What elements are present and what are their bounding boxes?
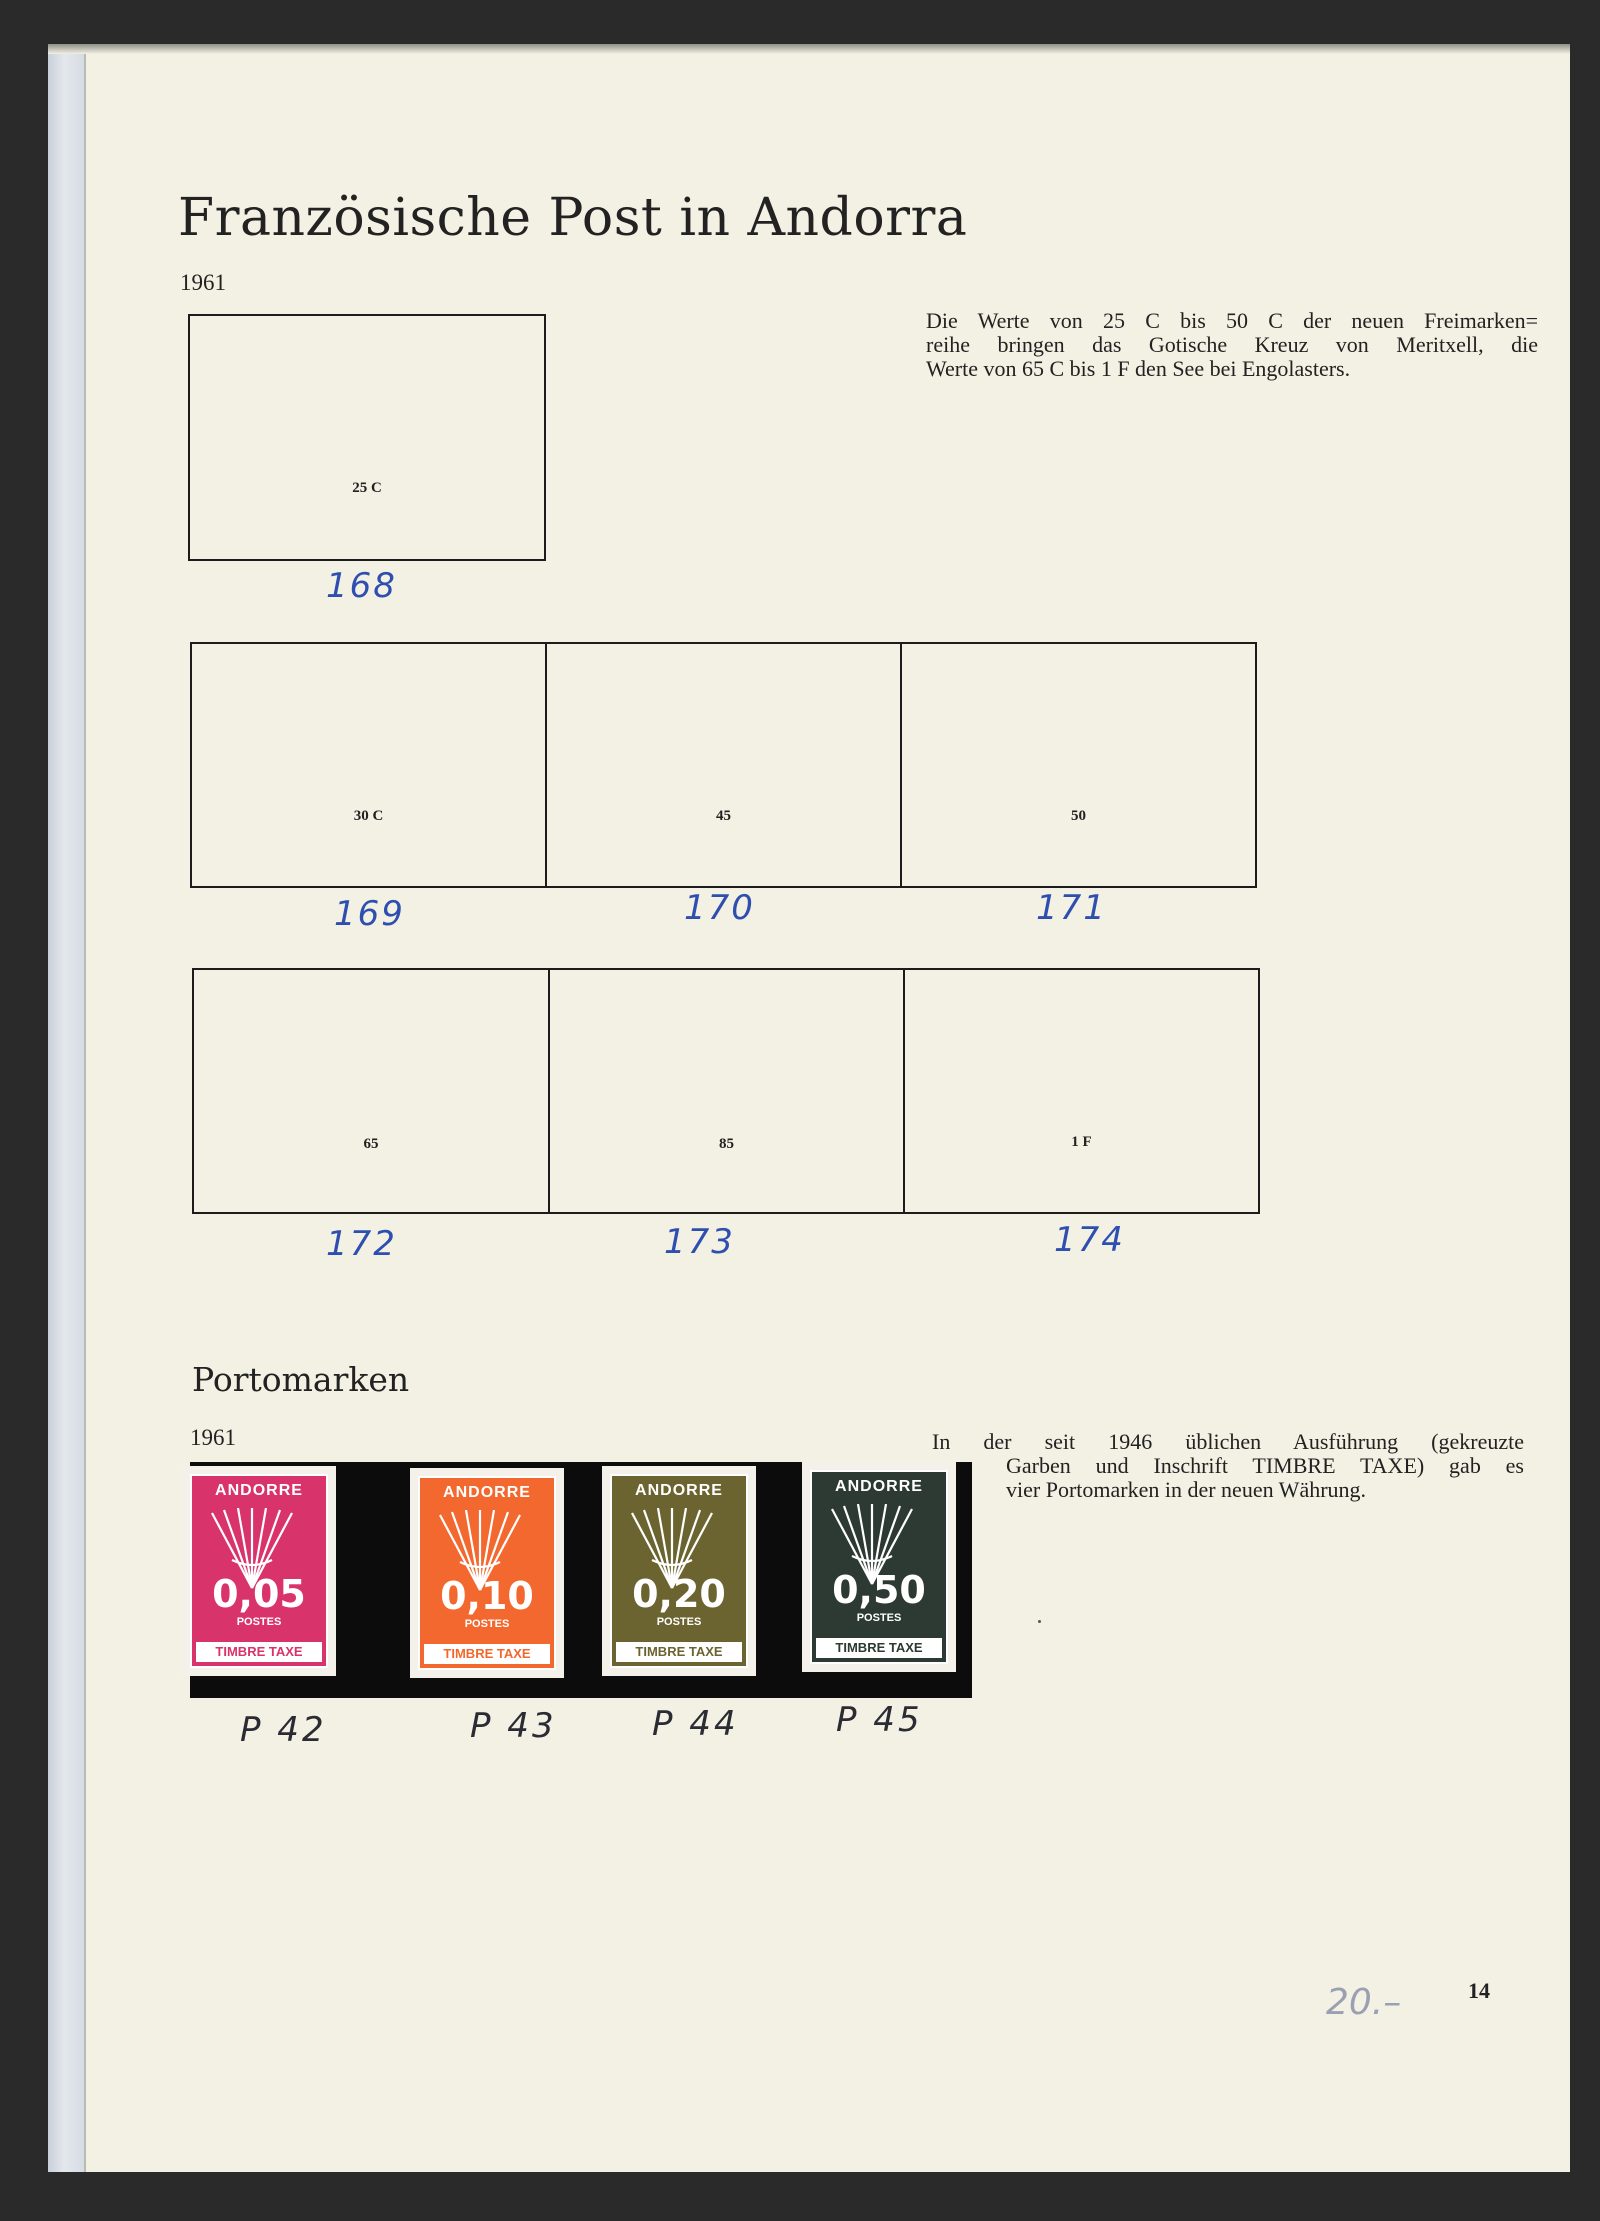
stamp-design (418, 1476, 556, 1670)
stamp-country: ANDORRE (635, 1482, 723, 1499)
stamp-bottom-text: TIMBRE TAXE (196, 1642, 322, 1662)
stamp-value: 0,50 (832, 1568, 926, 1612)
section1-description-line: Werte von 65 C bis 1 F den See bei Engolasters. (926, 356, 1351, 381)
catalog-number-handwritten: 171 (1036, 888, 1107, 928)
stamp-value: 0,05 (212, 1572, 306, 1616)
stamp-country: ANDORRE (443, 1484, 531, 1501)
catalog-number-handwritten: 169 (334, 894, 405, 934)
slot-label: 65 (363, 1136, 379, 1152)
postage-due-stamp (410, 1468, 564, 1678)
stamp-value: 0,20 (632, 1572, 726, 1616)
page-number: 14 (1468, 1978, 1490, 2003)
slot-label: 85 (719, 1136, 734, 1152)
slot-label: 30 C (353, 808, 384, 824)
section2-description-line: Garben und Inschrift TIMBRE TAXE) gab es (1006, 1453, 1524, 1478)
section1-year: 1961 (180, 270, 226, 295)
catalog-number-handwritten: 172 (326, 1224, 397, 1264)
stamp-postes: POSTES (236, 1616, 282, 1628)
section2-description (932, 1430, 1524, 1502)
postage-due-stamp (602, 1466, 756, 1676)
catalog-number-handwritten: 173 (664, 1222, 735, 1262)
stamp-postes: POSTES (464, 1618, 510, 1630)
page-binding-strip (48, 44, 84, 2172)
catalog-number-handwritten: 174 (1054, 1220, 1125, 1260)
stamp-slot (548, 968, 905, 1214)
slot-label: 50 (1071, 808, 1086, 824)
section1-description-line: Die Werte von 25 C bis 50 C der neuen Freimarken= (926, 308, 1538, 333)
section2-heading: Portomarken (192, 1360, 410, 1399)
binding-edge (84, 44, 86, 2172)
stamp-slot (188, 314, 546, 561)
section2-description-line: In der seit 1946 üblichen Ausführung (gekreuzte (932, 1429, 1524, 1454)
stamp-design (610, 1474, 748, 1668)
stamp-postes: POSTES (856, 1612, 902, 1624)
stamp-design (190, 1474, 328, 1668)
section2-description-line: vier Portomarken in der neuen Währung. (1006, 1477, 1367, 1502)
stamp-slot (903, 968, 1260, 1214)
top-shadow (48, 44, 1570, 54)
catalog-number-handwritten: P 43 (470, 1706, 557, 1746)
stamp-slot (900, 642, 1257, 888)
stamp-slot (190, 642, 547, 888)
stamp-design (810, 1470, 948, 1664)
catalog-number-handwritten: P 42 (240, 1710, 327, 1750)
section1-description-line: reihe bringen das Gotische Kreuz von Meritxell, die (926, 332, 1538, 357)
section2-year: 1961 (190, 1425, 236, 1450)
postage-due-stamp (802, 1462, 956, 1672)
postage-due-stamp (182, 1466, 336, 1676)
section1-description (926, 309, 1538, 381)
catalog-number-handwritten: 168 (326, 566, 397, 606)
stamp-bottom-text: TIMBRE TAXE (424, 1644, 550, 1664)
slot-label: 1 F (1071, 1134, 1092, 1150)
catalog-number-handwritten: P 45 (836, 1700, 923, 1740)
catalog-number-handwritten: 170 (684, 888, 755, 928)
stamp-value: 0,10 (440, 1574, 534, 1618)
catalog-number-handwritten: P 44 (652, 1704, 739, 1744)
stamp-slot (545, 642, 902, 888)
stamp-country: ANDORRE (215, 1482, 303, 1499)
stamp-slot (192, 968, 550, 1214)
price-note-handwritten: 20.– (1326, 1982, 1402, 2023)
stamp-bottom-text: TIMBRE TAXE (816, 1638, 942, 1658)
stamp-country: ANDORRE (835, 1478, 923, 1495)
stamp-bottom-text: TIMBRE TAXE (616, 1642, 742, 1662)
slot-label: 45 (716, 808, 731, 824)
page-speck (1038, 1620, 1041, 1623)
stamp-postes: POSTES (656, 1616, 702, 1628)
slot-label: 25 C (352, 480, 382, 496)
stamp-mount-strip (190, 1462, 972, 1698)
page-title: Französische Post in Andorra (178, 188, 968, 248)
